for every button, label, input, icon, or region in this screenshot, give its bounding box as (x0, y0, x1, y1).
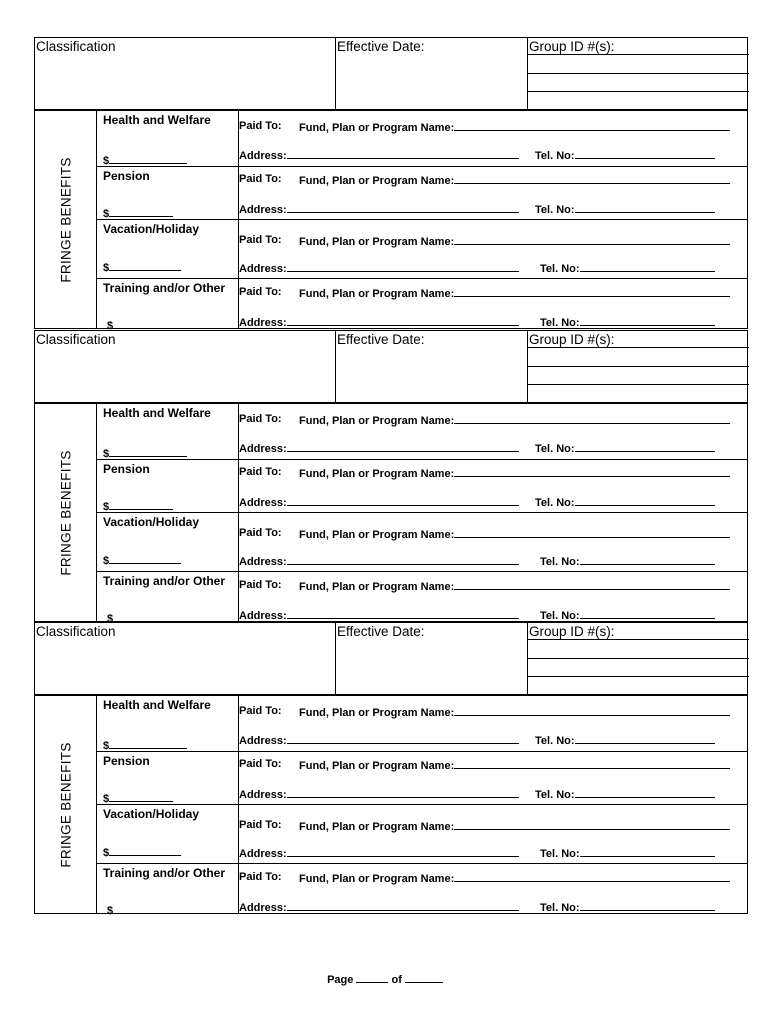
page-footer (0, 972, 770, 986)
paid-to-label: Paid To: (239, 871, 282, 883)
benefit-amount (103, 738, 187, 752)
fund-name-field[interactable] (454, 286, 730, 297)
fund-name-field[interactable] (454, 871, 730, 882)
benefit-category-cell (97, 404, 238, 459)
payee-row (239, 111, 747, 166)
tel-label: Tel. No: (535, 735, 575, 747)
fringe-benefits-section (34, 402, 748, 625)
amount-field[interactable] (113, 318, 191, 329)
address-field[interactable] (287, 202, 519, 213)
fund-name-label: Fund, Plan or Program Name: (299, 529, 455, 541)
benefit-amount (103, 206, 173, 220)
dollar-sign: $ (107, 905, 114, 917)
paid-to-label: Paid To: (239, 120, 282, 132)
address (239, 733, 519, 747)
fringe-benefits-label: FRINGE BENEFITS (58, 450, 74, 576)
fund-name (299, 234, 730, 248)
fund-name-label: Fund, Plan or Program Name: (299, 288, 455, 300)
fund-name (299, 819, 730, 833)
amount-field[interactable] (109, 845, 181, 856)
fund-name (299, 705, 730, 719)
address (239, 495, 519, 509)
dollar-sign: $ (103, 793, 110, 805)
group-id-label: Group ID #(s): (529, 624, 615, 639)
payee-row (239, 751, 747, 804)
fund-name-label: Fund, Plan or Program Name: (299, 707, 455, 719)
address (239, 787, 519, 801)
benefit-amount (103, 845, 181, 859)
tel (540, 315, 715, 329)
dollar-sign: $ (103, 501, 110, 513)
amount-field[interactable] (109, 446, 187, 457)
group-id-line[interactable] (528, 676, 749, 677)
dollar-sign: $ (103, 155, 110, 167)
payee-row (239, 863, 747, 914)
address-field[interactable] (287, 733, 519, 744)
tel-field[interactable] (575, 495, 715, 506)
tel-field[interactable] (580, 315, 715, 326)
group-id-cell[interactable] (527, 38, 748, 110)
classification-header-row (34, 622, 748, 694)
fund-name-label: Fund, Plan or Program Name: (299, 821, 455, 833)
paid-to-label: Paid To: (239, 579, 282, 591)
tel-field[interactable] (575, 787, 715, 798)
tel (540, 554, 715, 568)
tel-label: Tel. No: (535, 789, 575, 801)
tel-label: Tel. No: (535, 204, 575, 216)
address (239, 441, 519, 455)
benefit-category-cell (97, 278, 238, 332)
address (239, 315, 519, 329)
paid-to-label: Paid To: (239, 819, 282, 831)
tel-label: Tel. No: (540, 610, 580, 622)
effective-date-cell[interactable] (335, 623, 527, 695)
paid-to-label: Paid To: (239, 413, 282, 425)
payee-row (239, 512, 747, 571)
benefit-amount (103, 260, 181, 274)
amount-field[interactable] (109, 153, 187, 164)
tel-field[interactable] (575, 148, 715, 159)
tel (535, 733, 715, 747)
benefit-amount (103, 499, 173, 513)
benefit-category-cell (97, 863, 238, 917)
address-label: Address: (239, 443, 287, 455)
address-field[interactable] (287, 261, 519, 272)
fund-name-field[interactable] (454, 819, 730, 830)
tel-field[interactable] (580, 554, 715, 565)
fund-name-label: Fund, Plan or Program Name: (299, 468, 455, 480)
tel-label: Tel. No: (540, 556, 580, 568)
address (239, 554, 519, 568)
benefit-amounts-column (97, 111, 239, 332)
payee-row (239, 278, 747, 329)
tel-field[interactable] (575, 202, 715, 213)
address-label: Address: (239, 556, 287, 568)
tel (540, 846, 715, 860)
benefit-category-label: Vacation/Holiday (103, 515, 200, 529)
fund-name (299, 413, 730, 427)
tel-field[interactable] (580, 900, 715, 911)
fund-name-field[interactable] (454, 413, 730, 424)
tel (535, 148, 715, 162)
tel (540, 900, 715, 914)
tel-field[interactable] (575, 733, 715, 744)
amount-field[interactable] (109, 553, 181, 564)
fund-name (299, 120, 730, 134)
paid-to-label: Paid To: (239, 286, 282, 298)
fund-name (299, 527, 730, 541)
dollar-sign: $ (107, 613, 114, 625)
group-id-line[interactable] (528, 366, 749, 367)
page-label: Page (327, 974, 354, 986)
benefit-amount (107, 903, 191, 917)
benefit-category-cell (97, 219, 238, 278)
address-label: Address: (239, 204, 287, 216)
group-id-line[interactable] (528, 384, 749, 385)
tel-label: Tel. No: (535, 443, 575, 455)
amount-field[interactable] (113, 903, 191, 914)
payee-row (239, 696, 747, 751)
group-id-label: Group ID #(s): (529, 39, 615, 54)
dollar-sign: $ (103, 208, 110, 220)
fund-name-field[interactable] (454, 527, 730, 538)
fund-name-label: Fund, Plan or Program Name: (299, 873, 455, 885)
fund-name-label: Fund, Plan or Program Name: (299, 236, 455, 248)
group-id-label: Group ID #(s): (529, 332, 615, 347)
payee-row (239, 219, 747, 278)
fund-name-field[interactable] (454, 758, 730, 769)
address (239, 608, 519, 622)
tel-field[interactable] (580, 846, 715, 857)
classification-header-row (34, 330, 748, 402)
dollar-sign: $ (103, 555, 110, 567)
tel-label: Tel. No: (540, 902, 580, 914)
benefit-category-label: Pension (103, 169, 150, 183)
paid-to-label: Paid To: (239, 173, 282, 185)
address-label: Address: (239, 610, 287, 622)
tel-label: Tel. No: (540, 848, 580, 860)
page-number-field[interactable] (356, 972, 388, 983)
group-id-cell[interactable] (527, 331, 748, 403)
dollar-sign: $ (107, 320, 114, 332)
address-label: Address: (239, 848, 287, 860)
address-label: Address: (239, 150, 287, 162)
fund-name-label: Fund, Plan or Program Name: (299, 175, 455, 187)
benefit-category-label: Health and Welfare (103, 406, 211, 420)
effective-date-cell[interactable] (335, 38, 527, 110)
amount-field[interactable] (113, 611, 191, 622)
dollar-sign: $ (103, 740, 110, 752)
group-id-line (528, 54, 749, 55)
tel (535, 441, 715, 455)
benefit-amount (103, 791, 173, 805)
address (239, 261, 519, 275)
address-label: Address: (239, 497, 287, 509)
classification-label: Classification (36, 624, 116, 639)
paid-to-label: Paid To: (239, 466, 282, 478)
tel (535, 495, 715, 509)
amount-field[interactable] (109, 499, 173, 510)
payee-row (239, 404, 747, 459)
fund-name-label: Fund, Plan or Program Name: (299, 760, 455, 772)
group-id-line (528, 347, 749, 348)
tel-label: Tel. No: (535, 497, 575, 509)
fund-name (299, 758, 730, 772)
amount-field[interactable] (109, 791, 173, 802)
classification-header-row (34, 37, 748, 109)
paid-to-label: Paid To: (239, 527, 282, 539)
address-field[interactable] (287, 846, 519, 857)
benefit-category-cell (97, 696, 238, 751)
address-field[interactable] (287, 495, 519, 506)
benefit-amounts-column (97, 696, 239, 917)
address-label: Address: (239, 735, 287, 747)
address-label: Address: (239, 263, 287, 275)
tel-field[interactable] (575, 441, 715, 452)
benefit-category-label: Health and Welfare (103, 113, 211, 127)
benefit-category-cell (97, 459, 238, 512)
page-total-field[interactable] (405, 972, 443, 983)
address-field[interactable] (287, 608, 519, 619)
benefit-amount (103, 446, 187, 460)
payee-row (239, 571, 747, 622)
fund-name-field[interactable] (454, 120, 730, 131)
of-label: of (391, 974, 402, 986)
address-field[interactable] (287, 900, 519, 911)
benefit-category-cell (97, 804, 238, 863)
benefit-category-cell (97, 751, 238, 804)
group-id-line[interactable] (528, 91, 749, 92)
tel-field[interactable] (580, 261, 715, 272)
fringe-benefits-section (34, 109, 748, 332)
classification-label: Classification (36, 332, 116, 347)
dollar-sign: $ (103, 448, 110, 460)
benefit-category-cell (97, 111, 238, 166)
tel (535, 202, 715, 216)
address-field[interactable] (287, 787, 519, 798)
address (239, 900, 519, 914)
effective-date-cell[interactable] (335, 331, 527, 403)
address (239, 148, 519, 162)
fringe-benefits-label: FRINGE BENEFITS (58, 742, 74, 868)
benefit-category-label: Vacation/Holiday (103, 807, 200, 821)
fringe-benefits-label-column (35, 111, 97, 329)
tel-label: Tel. No: (540, 263, 580, 275)
benefit-category-label: Training and/or Other (103, 281, 226, 295)
fund-name (299, 579, 730, 593)
address (239, 846, 519, 860)
dollar-sign: $ (103, 847, 110, 859)
fringe-benefits-section (34, 694, 748, 917)
fund-name-field[interactable] (454, 234, 730, 245)
dollar-sign: $ (103, 262, 110, 274)
benefit-category-label: Pension (103, 462, 150, 476)
fringe-benefits-label-column (35, 404, 97, 622)
fringe-benefits-label-column (35, 696, 97, 914)
fund-name-field[interactable] (454, 466, 730, 477)
payee-row (239, 166, 747, 219)
classification-label: Classification (36, 39, 116, 54)
benefit-amount (103, 553, 181, 567)
benefit-category-label: Training and/or Other (103, 866, 226, 880)
fund-name (299, 286, 730, 300)
benefit-category-label: Training and/or Other (103, 574, 226, 588)
paid-to-label: Paid To: (239, 758, 282, 770)
tel (540, 608, 715, 622)
effective-date-label: Effective Date: (337, 332, 425, 347)
fund-name-field[interactable] (454, 173, 730, 184)
tel-label: Tel. No: (535, 150, 575, 162)
tel-field[interactable] (580, 608, 715, 619)
tel (540, 261, 715, 275)
benefit-category-cell (97, 571, 238, 625)
fund-name-label: Fund, Plan or Program Name: (299, 122, 455, 134)
paid-to-label: Paid To: (239, 705, 282, 717)
address-field[interactable] (287, 554, 519, 565)
fund-name-field[interactable] (454, 705, 730, 716)
address (239, 202, 519, 216)
benefit-amounts-column (97, 404, 239, 625)
classification-cell[interactable] (35, 331, 335, 403)
fund-name-label: Fund, Plan or Program Name: (299, 415, 455, 427)
classification-cell[interactable] (35, 38, 335, 110)
tel-label: Tel. No: (540, 317, 580, 329)
benefit-category-label: Health and Welfare (103, 698, 211, 712)
address-field[interactable] (287, 148, 519, 159)
fund-name (299, 173, 730, 187)
group-id-cell[interactable] (527, 623, 748, 695)
address-field[interactable] (287, 315, 519, 326)
address-label: Address: (239, 789, 287, 801)
fund-name (299, 466, 730, 480)
benefit-category-label: Vacation/Holiday (103, 222, 200, 236)
payee-row (239, 804, 747, 863)
group-id-line[interactable] (528, 658, 749, 659)
address-field[interactable] (287, 441, 519, 452)
benefit-category-cell (97, 512, 238, 571)
benefit-category-cell (97, 166, 238, 219)
effective-date-label: Effective Date: (337, 39, 425, 54)
group-id-line[interactable] (528, 73, 749, 74)
paid-to-label: Paid To: (239, 234, 282, 246)
effective-date-label: Effective Date: (337, 624, 425, 639)
amount-field[interactable] (109, 260, 181, 271)
payee-row (239, 459, 747, 512)
address-label: Address: (239, 902, 287, 914)
fund-name (299, 871, 730, 885)
amount-field[interactable] (109, 738, 187, 749)
fringe-benefits-label: FRINGE BENEFITS (58, 157, 74, 283)
amount-field[interactable] (109, 206, 173, 217)
group-id-line (528, 639, 749, 640)
classification-cell[interactable] (35, 623, 335, 695)
fund-name-label: Fund, Plan or Program Name: (299, 581, 455, 593)
benefit-category-label: Pension (103, 754, 150, 768)
fund-name-field[interactable] (454, 579, 730, 590)
benefit-amount (103, 153, 187, 167)
tel (535, 787, 715, 801)
address-label: Address: (239, 317, 287, 329)
